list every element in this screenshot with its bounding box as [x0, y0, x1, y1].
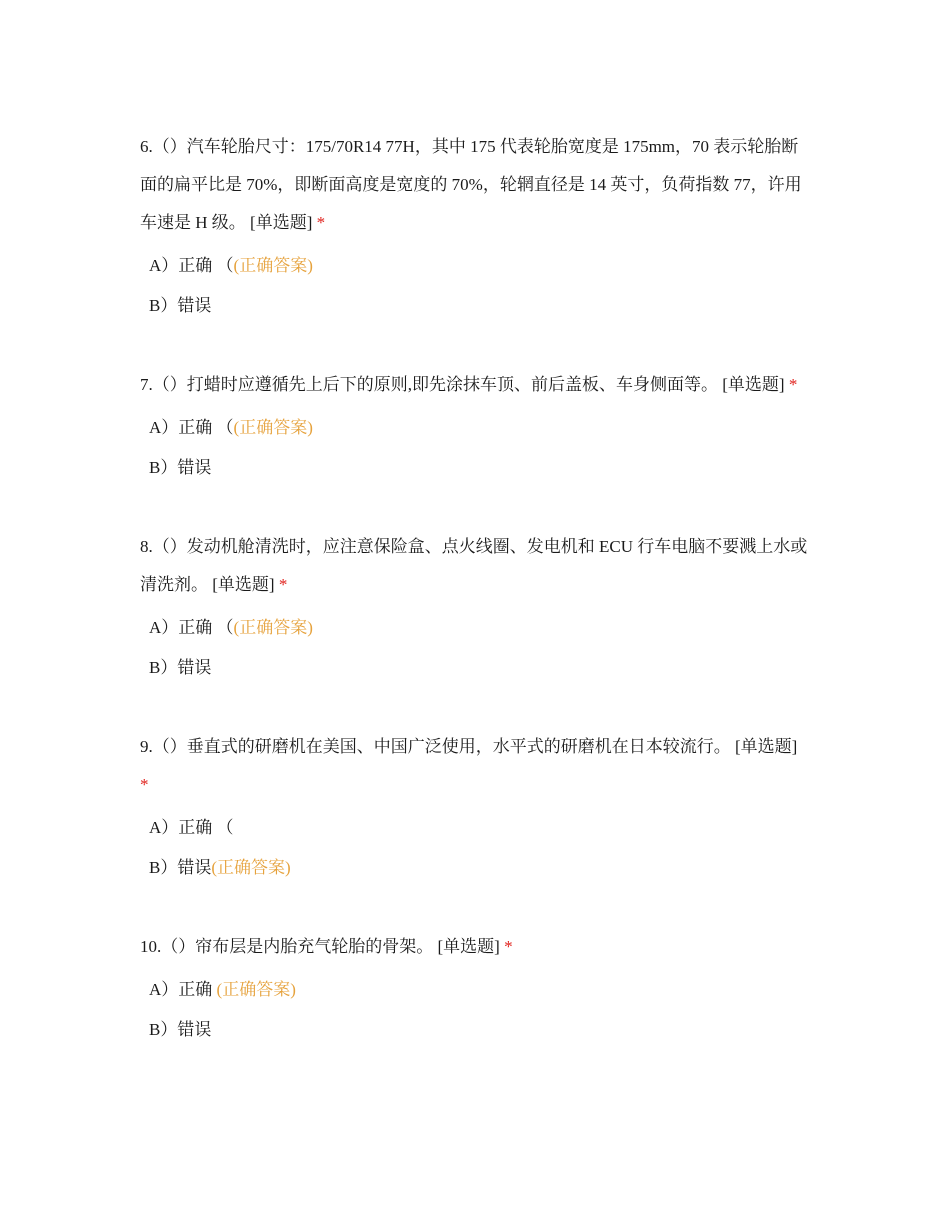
option-label: A）正确 （: [149, 256, 234, 275]
correct-answer-mark: (正确答案): [233, 418, 313, 437]
option-a[interactable]: [140, 808, 810, 848]
required-mark: *: [504, 937, 513, 956]
required-mark: *: [140, 775, 149, 794]
option-list: [140, 246, 810, 326]
option-list: [140, 970, 810, 1050]
option-a[interactable]: [140, 246, 810, 286]
correct-answer-mark: (正确答案): [233, 256, 313, 275]
option-label: B）错误: [149, 296, 212, 315]
option-label: A）正确 （: [149, 418, 234, 437]
question-text: [140, 728, 810, 804]
option-b[interactable]: [140, 848, 810, 888]
option-list: [140, 808, 810, 888]
correct-answer-mark: (正确答案): [216, 980, 296, 999]
option-a[interactable]: [140, 608, 810, 648]
option-label: A）正确 （: [149, 818, 234, 837]
option-b[interactable]: [140, 648, 810, 688]
option-b[interactable]: [140, 286, 810, 326]
option-label: B）错误: [149, 1020, 212, 1039]
option-label: B）错误: [149, 658, 212, 677]
question-7: [140, 366, 810, 488]
option-list: [140, 608, 810, 688]
required-mark: *: [316, 213, 326, 232]
required-mark: *: [278, 575, 288, 594]
question-text: [140, 528, 810, 604]
question-stem: 7.（）打蜡时应遵循先上后下的原则,即先涂抹车顶、前后盖板、车身侧面等。 [单选题]: [140, 375, 785, 394]
option-list: [140, 408, 810, 488]
option-a[interactable]: [140, 408, 810, 448]
required-mark: *: [788, 375, 798, 394]
option-label: B）错误: [149, 458, 212, 477]
question-list: [140, 128, 810, 1050]
question-8: [140, 528, 810, 688]
question-9: [140, 728, 810, 888]
correct-answer-mark: (正确答案): [211, 858, 291, 877]
option-b[interactable]: [140, 1010, 810, 1050]
question-stem: 10.（）帘布层是内胎充气轮胎的骨架。 [单选题]: [140, 937, 500, 956]
option-label: A）正确: [149, 980, 217, 999]
question-6: [140, 128, 810, 326]
question-stem: 6.（）汽车轮胎尺寸：175/70R14 77H，其中 175 代表轮胎宽度是 175mm，70 表示轮胎断面的扁平比是 70%，即断面高度是宽度的 70%，轮辋直径是 14 英寸，负荷指数 77，许用车速是 H 级。 [单选题]: [140, 137, 802, 232]
option-a[interactable]: [140, 970, 810, 1010]
option-label: B）错误: [149, 858, 212, 877]
option-b[interactable]: [140, 448, 810, 488]
question-text: [140, 128, 810, 242]
question-text: [140, 366, 810, 404]
question-stem: 8.（）发动机舱清洗时，应注意保险盒、点火线圈、发电机和 ECU 行车电脑不要溅上水或清洗剂。 [单选题]: [140, 537, 808, 594]
question-text: [140, 928, 810, 966]
correct-answer-mark: (正确答案): [233, 618, 313, 637]
question-10: [140, 928, 810, 1050]
question-stem: 9.（）垂直式的研磨机在美国、中国广泛使用，水平式的研磨机在日本较流行。 [单选题]: [140, 737, 798, 756]
option-label: A）正确 （: [149, 618, 234, 637]
